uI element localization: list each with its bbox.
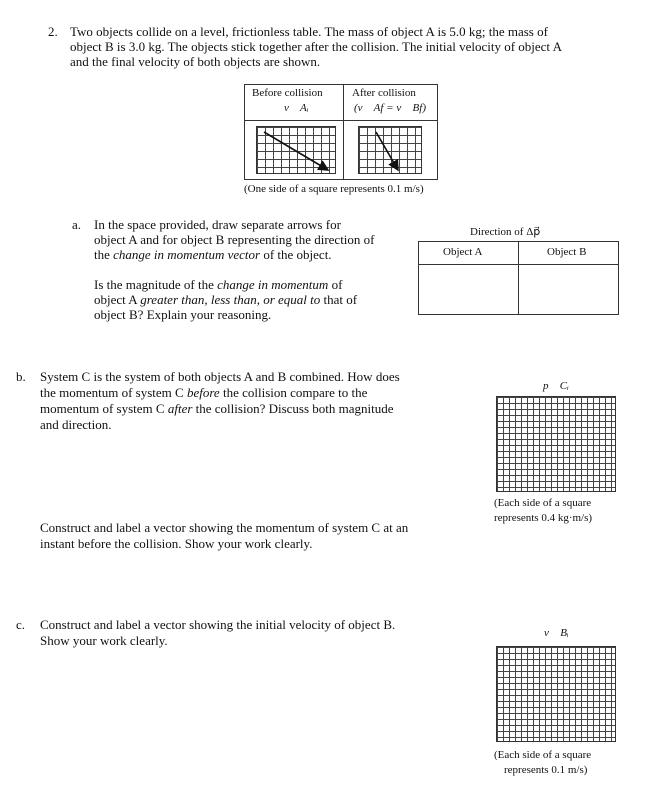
final-velocity-arrow — [376, 132, 398, 170]
part-b-line-1: System C is the system of both objects A and B combined. How does — [40, 369, 400, 384]
part-b-letter: b. — [16, 369, 26, 384]
before-collision-label: Before collision — [252, 87, 323, 99]
part-a-question-line-1: Is the magnitude of the change in momentum of — [94, 277, 343, 292]
question-text-line-3: and the final velocity of both objects are shown. — [70, 54, 321, 69]
object-b-column-header: Object B — [547, 246, 587, 258]
part-b-construct-line-1: Construct and label a vector showing the momentum of system C at an — [40, 520, 409, 535]
part-c-line-2: Show your work clearly. — [40, 633, 168, 648]
after-collision-label: After collision — [352, 87, 416, 99]
part-a-question-line-2: object A greater than, less than, or equal to that of — [94, 292, 358, 307]
velocity-b-grid-label: v⃗ Bᵢ — [544, 627, 569, 639]
part-b-line-4: and direction. — [40, 417, 112, 432]
velocity-b-grid-caption-2: represents 0.1 m/s) — [504, 764, 588, 776]
part-b-construct-line-2: instant before the collision. Show your work clearly. — [40, 536, 313, 551]
part-c-letter: c. — [16, 617, 26, 632]
object-b-answer-area[interactable] — [519, 265, 618, 314]
part-c-line-1: Construct and label a vector showing the initial velocity of object B. — [40, 617, 396, 632]
delta-p-table-title: Direction of Δp⃗ — [470, 226, 541, 238]
part-a-letter: a. — [72, 217, 82, 232]
after-velocity-label: (v⃗ Af = v⃗ Bf) — [354, 102, 426, 114]
part-b-line-3: momentum of system C after the collision? Discuss both magnitude — [40, 401, 394, 416]
momentum-c-grid-caption-1: (Each side of a square — [494, 497, 592, 509]
question-text-line-1: Two objects collide on a level, frictionless table. The mass of object A is 5.0 kg; the mass of — [70, 24, 548, 39]
part-a-line-3: the change in momentum vector of the object. — [94, 247, 332, 262]
part-a-line-2: object A and for object B representing the direction of — [94, 232, 375, 247]
collision-figure — [244, 84, 438, 180]
initial-velocity-a-arrow — [264, 132, 328, 170]
part-a-question-line-3: object B? Explain your reasoning. — [94, 307, 272, 322]
before-velocity-label: v⃗ Aᵢ — [284, 102, 309, 114]
velocity-arrows — [244, 84, 438, 180]
question-text-line-2: object B is 3.0 kg. The objects stick together after the collision. The initial velocity of object A — [70, 39, 562, 54]
figure1-caption: (One side of a square represents 0.1 m/s) — [244, 183, 424, 195]
velocity-b-grid-caption-1: (Each side of a square — [494, 749, 592, 761]
question-number: 2. — [48, 24, 58, 39]
velocity-b-grid[interactable] — [496, 646, 616, 742]
object-a-column-header: Object A — [443, 246, 483, 258]
part-b-line-2: the momentum of system C before the collision compare to the — [40, 385, 368, 400]
momentum-c-grid-label: p⃗ Cᵢ — [543, 380, 569, 392]
object-a-answer-area[interactable] — [419, 265, 518, 314]
momentum-c-grid-caption-2: represents 0.4 kg·m/s) — [494, 512, 593, 524]
momentum-c-grid[interactable] — [496, 396, 616, 492]
part-a-line-1: In the space provided, draw separate arrows for — [94, 217, 341, 232]
delta-p-table — [418, 241, 619, 315]
